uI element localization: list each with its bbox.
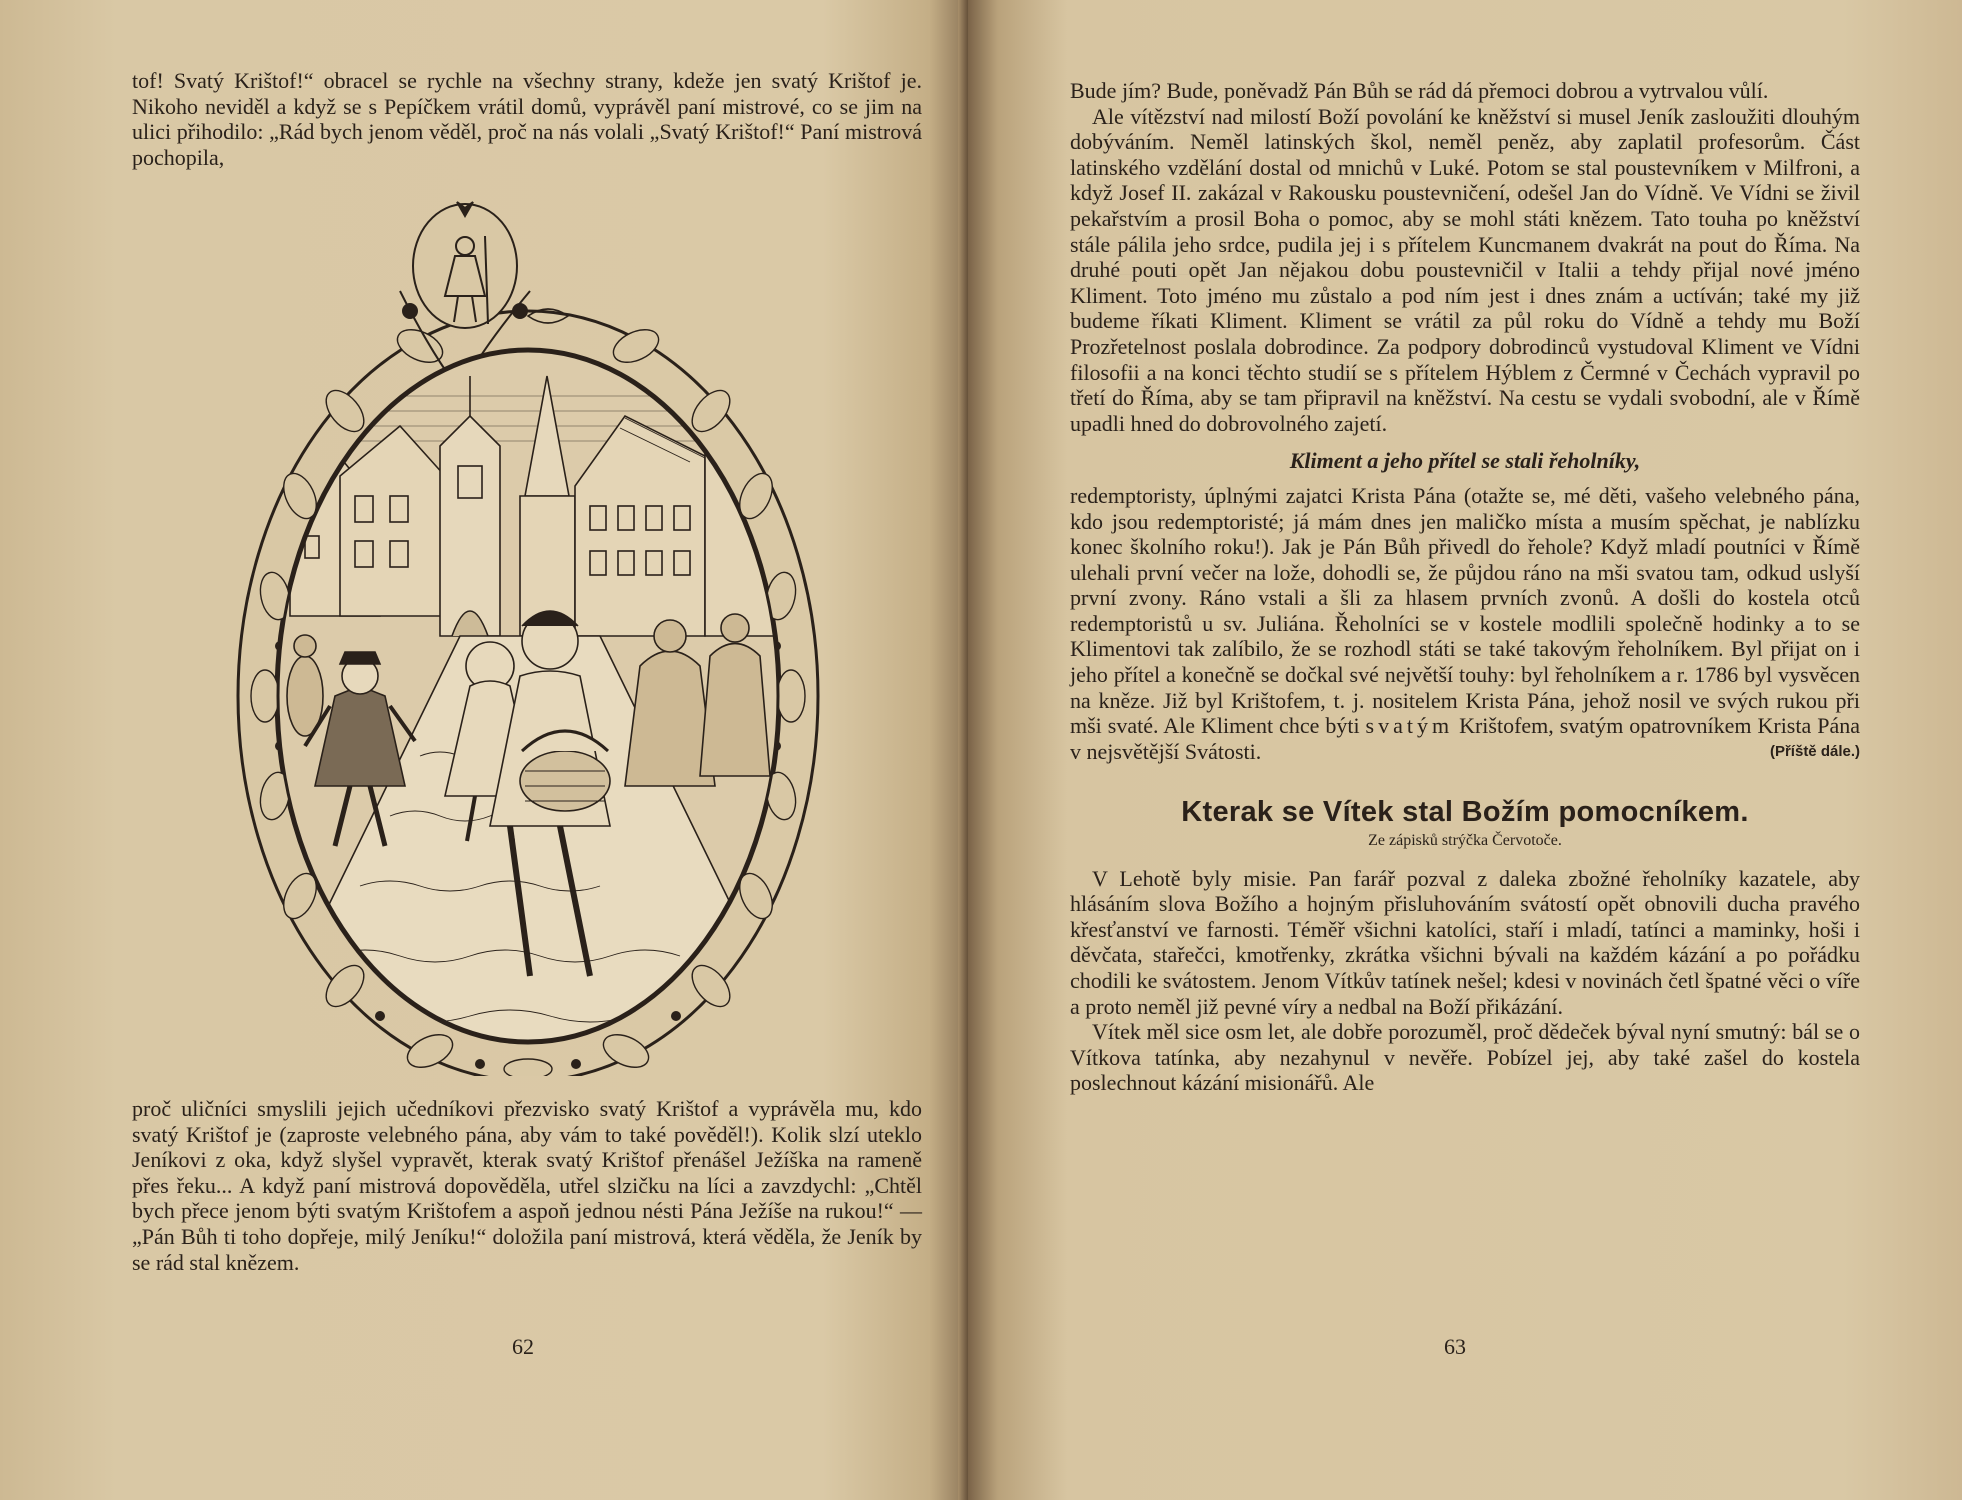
right-paragraph-4: V Lehotě byly misie. Pan farář pozval z daleka zbožné řeholníky kazatele, aby hlásáním slova Božího a hojným přisluhováním svátostí opět obnovili ducha pravého křesťanství ve farnosti. Téměř všichni katolíci, staří i mladí, tatínci a maminky, hoši i děvčata, stařečci, kmotřenky, zkrátka všichni bývali na každém kázání a po pořádku chodili ke svátostem. Jenom Vítkův tatínek nešel; kdesi v novinách četl špatné věci o víře a proto neměl již pevné víry a nedbal na Boží přikázání. [1070,865,1860,1019]
left-top-paragraph: tof! Svatý Krištof!“ obracel se rychle na všechny strany, kdeže jen svatý Krištof je. Nikoho neviděl a když se s Pepíčkem vrátil domů, vyprávěl paní mistrové, co se jim na ulici přihodilo: „Rád bych jenom věděl, proč na nás volali „Svatý Krištof!“ Paní mistrová pochopila, [132,68,922,170]
article-title: Kterak se Vítek stal Božím pomocníkem. [1181,796,1749,829]
section-subheading: Kliment a jeho přítel se stali řeholníky, [1289,448,1641,474]
page-number-right: 63 [1444,1334,1466,1359]
spaced-emphasis: svatým [1365,713,1454,739]
right-paragraph-2: Ale vítězství nad milostí Boží povolání ke kněžství si musel Jeník zasloužiti dlouhým dobýváním. Neměl latinských škol, neměl peněz, aby zaplatil profesorům. Část latinského vzdělání dostal od mnichů v Luké. Potom se stal poustevníkem v Milfroni, a když Josef II. zakázal v Rakousku poustevničení, odešel Jan do Vídně. Ve Vídni se živil pekařstvím a prosil Boha o pomoc, aby se mohl státi knězem. Tato touha po kněžství stále pálila jeho srdce, pudila jej i s přítelem Kuncmanem dvakrát na pout do Říma. Na druhé pouti opět Jan nějakou dobu poustevničil v Italii a tehdy přijal nové jméno Kliment. Toto jméno mu zůstalo a pod ním jest i dnes znám a uctíván; také my již budeme říkati Kliment. Kliment se vrátil za půl roku do Vídně a tehdy mu Boží Prozřetelnost poslala dobrodince. Za podpory dobrodinců vystudoval Kliment ve Vídni filosofii a na konci těchto studií se s přítelem Hýblem z Čermné v Čechách vypravil po třetí do Říma, aby se tam připravil na kněžství. Na cestu se vydali svobodní, ale v Římě upadli hned do dobrovolného zajetí. [1070,103,1860,436]
article-byline: Ze zápisků strýčka Červotoče. [1368,832,1562,850]
continued-note: (Příště dále.) [1769,742,1860,760]
ornate-oval-illustration [220,196,836,1076]
right-text-column [1070,78,1860,1096]
right-paragraph-3: redemptoristy, úplnými zajatci Krista Pána (otažte se, mé děti, vašeho velebného pána, kdo jsou redemptoristé; já mám dnes jen maličko místa a musím spěchat, je nablízku konec školního roku!). Jak je Pán Bůh přivedl do řehole? Když mladí poutníci v Římě ulehali první večer na lože, dohodli se, že půjdou ráno na mši svatou tam, odkud uslyší první zvony. Ráno vstali a šli za hlasem prvních zvonů. A došli do kostela otců redemptoristů u sv. Juliána. Řeholníci se v kostele modlili společně hodinky a to se Klimentovi tak zalíbilo, že se rozhodl státi se také takovým řeholníkem. Byl přijat on i jeho přítel a konečně se dočkal své největší touhy: byl řeholníkem a r. 1786 byl vysvěcen na kněze. Již byl Krištofem, t. j. nositelem Krista Pána, jehož nosil ve svých rukou při mši svaté. Ale Kliment chce býti svatým Krištofem, svatým opatrovníkem Krista Pána v nejsvětější Svátosti. (Příště dále.) [1070,482,1860,764]
right-paragraph-5: Vítek měl sice osm let, ale dobře porozuměl, proč dědeček býval nyní smutný: bál se o Vítkova tatínka, aby nezahynul v nevěře. Pobízel jej, aby také zašel do kostela poslechnout kázání misionářů. Ale [1070,1019,1860,1096]
page-number-left: 62 [512,1334,534,1359]
left-bottom-paragraph: proč uličníci smyslili jejich učedníkovi přezvisko svatý Krištof a vyprávěla mu, kdo svatý Krištof je (zaproste velebného pána, aby vám to také pověděl!). Kolik slzí uteklo Jeníkovi z oka, když slyšel vypravět, kterak svatý Krištof přenášel Ježíška na rameně přes řeku... A když paní mistrová dopověděla, utřel slzičku na líci a zavzdychl: „Chtěl bych přece jenom býti svatým Krištofem a aspoň jednou nésti Pána Ježíše na rukou!“ — „Pán Bůh ti toho dopřeje, milý Jeníku!“ doložila paní mistrová, která věděla, že Jeník by se rád stal knězem. [132,1096,922,1275]
right-paragraph-1: Bude jím? Bude, poněvadž Pán Bůh se rád dá přemoci dobrou a vytrvalou vůlí. [1070,78,1769,103]
left-page [0,0,968,1500]
